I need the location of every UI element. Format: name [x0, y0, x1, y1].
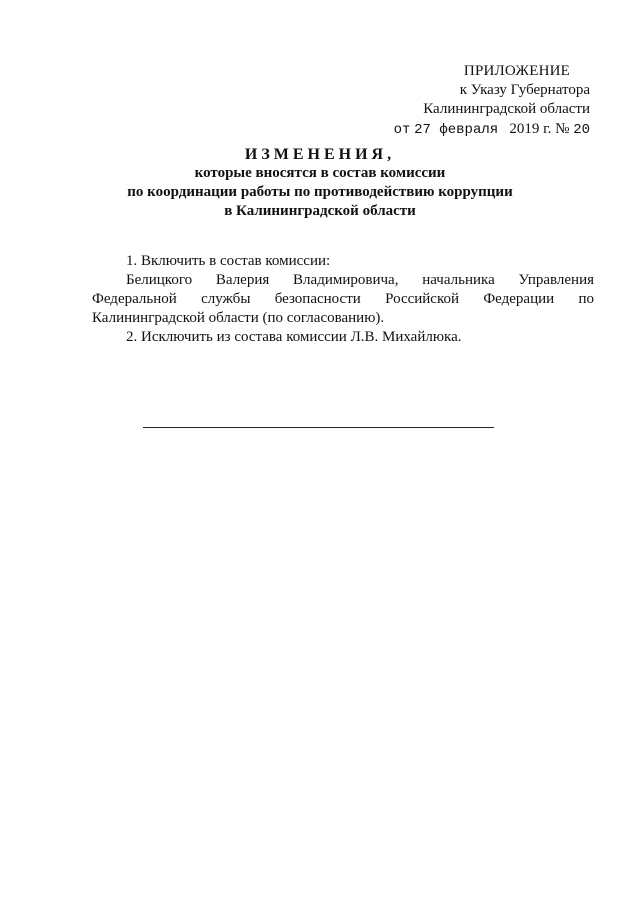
- heading-title: ИЗМЕНЕНИЯ,: [244, 146, 396, 163]
- closing-rule: [143, 427, 494, 428]
- date-prefix: от: [393, 122, 411, 138]
- appendix-date-line: [394, 120, 590, 140]
- appendix-region: Калининградской области: [423, 101, 590, 117]
- number-sign: №: [555, 121, 570, 137]
- appendix-decree-ref: к Указу Губернатора: [459, 82, 590, 98]
- heading-line-2: которые вносятся в состав комиссии: [194, 165, 446, 181]
- date-year: 2019 г.: [509, 121, 552, 137]
- document-heading: [60, 145, 580, 221]
- item-1-detail: Белицкого Валерия Владимировича, начальника Управления Федеральной службы безопасности Российской Федерации по Калининградской области (по согласованию).: [92, 272, 594, 326]
- heading-line-3: по координации работы по противодействию коррупции: [127, 184, 513, 200]
- date-text: 27 февраля: [414, 122, 499, 138]
- heading-line-4: в Калининградской области: [224, 203, 416, 219]
- appendix-block: [394, 62, 590, 140]
- item-2: 2. Исключить из состава комиссии Л.В. Михайлюка.: [126, 329, 462, 345]
- item-1: 1. Включить в состав комиссии:: [126, 253, 331, 269]
- decree-number: 20: [573, 122, 590, 138]
- appendix-title: ПРИЛОЖЕНИЕ: [463, 63, 570, 79]
- document-body: [92, 252, 594, 347]
